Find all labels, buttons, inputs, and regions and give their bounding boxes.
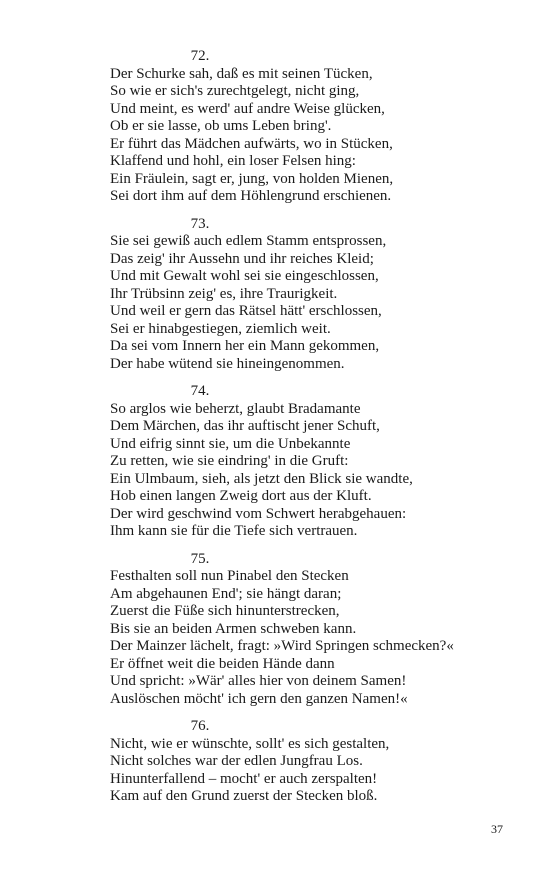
verse-line: Er öffnet weit die beiden Hände dann bbox=[110, 655, 335, 672]
verse-line: Das zeig' ihr Aussehn und ihr reiches Kleid; bbox=[110, 250, 374, 267]
verse-line: Ob er sie lasse, ob ums Leben bring'. bbox=[110, 118, 332, 134]
stanza-number: 73. bbox=[190, 215, 210, 232]
verse-line: Klaffend und hohl, ein loser Felsen hing: bbox=[110, 153, 356, 169]
verse-line: Ein Ulmbaum, sieh, als jetzt den Blick sie wandte, bbox=[110, 470, 413, 487]
page-number: 37 bbox=[491, 822, 503, 836]
verse-line: Er führt das Mädchen aufwärts, wo in Stücken, bbox=[110, 135, 393, 152]
verse-line: Sie sei gewiß auch edlem Stamm entsprossen, bbox=[110, 233, 387, 249]
verse-line: Und mit Gewalt wohl sei sie eingeschlossen, bbox=[110, 268, 379, 284]
verse-line: Sei dort ihm auf dem Höhlengrund erschienen. bbox=[110, 188, 392, 204]
verse-line: So wie er sich's zurechtgelegt, nicht ging, bbox=[110, 83, 360, 99]
verse-line: Nicht solches war der edlen Jungfrau Los. bbox=[110, 753, 363, 769]
stanza bbox=[110, 383, 510, 541]
verse-line: Kam auf den Grund zuerst der Stecken bloß. bbox=[110, 788, 378, 804]
verse-line: Da sei vom Innern her ein Mann gekommen, bbox=[110, 338, 380, 354]
verse-line: Sei er hinabgestiegen, ziemlich weit. bbox=[110, 320, 331, 337]
stanza bbox=[110, 718, 510, 806]
verse-line: Und weil er gern das Rätsel hätt' erschlossen, bbox=[110, 303, 382, 319]
verse-line: Nicht, wie er wünschte, sollt' es sich gestalten, bbox=[110, 735, 390, 752]
verse-line: Festhalten soll nun Pinabel den Stecken bbox=[110, 568, 349, 584]
stanza bbox=[110, 48, 510, 206]
stanza-number: 74. bbox=[190, 383, 210, 399]
verse-line: Hinunterfallend – mocht' er auch zerspalten! bbox=[110, 770, 378, 787]
verse-line: Und spricht: »Wär' alles hier von deinem Samen! bbox=[110, 673, 407, 689]
verse-line: Und meint, es werd' auf andre Weise glücken, bbox=[110, 100, 385, 117]
stanza-number: 75. bbox=[190, 550, 210, 567]
verse-line: Ihm kann sie für die Tiefe sich vertrauen. bbox=[110, 523, 358, 539]
verse-line: Zu retten, wie sie eindring' in die Gruft: bbox=[110, 453, 349, 469]
verse-line: Auslöschen möcht' ich gern den ganzen Namen!« bbox=[110, 690, 408, 707]
verse-line: Und eifrig sinnt sie, um die Unbekannte bbox=[110, 435, 351, 452]
poem-text bbox=[110, 48, 510, 816]
verse-line: Der Schurke sah, daß es mit seinen Tücken, bbox=[110, 65, 373, 82]
verse-line: So arglos wie beherzt, glaubt Bradamante bbox=[110, 400, 361, 417]
verse-line: Dem Märchen, das ihr auftischt jener Schuft, bbox=[110, 418, 380, 434]
stanza bbox=[110, 551, 510, 709]
verse-line: Ein Fräulein, sagt er, jung, von holden Mienen, bbox=[110, 170, 394, 187]
stanza bbox=[110, 216, 510, 374]
verse-line: Hob einen langen Zweig dort aus der Kluft. bbox=[110, 488, 372, 504]
verse-line: Der Mainzer lächelt, fragt: »Wird Springen schmecken?« bbox=[110, 638, 454, 654]
stanza-number: 76. bbox=[190, 718, 210, 734]
verse-line: Der habe wütend sie hineingenommen. bbox=[110, 355, 345, 372]
verse-line: Am abgehaunen End'; sie hängt daran; bbox=[110, 585, 342, 602]
verse-line: Der wird geschwind vom Schwert herabgehauen: bbox=[110, 505, 407, 522]
verse-line: Zuerst die Füße sich hinunterstrecken, bbox=[110, 603, 340, 619]
stanza-number: 72. bbox=[190, 48, 210, 64]
verse-line: Bis sie an beiden Armen schweben kann. bbox=[110, 620, 357, 637]
verse-line: Ihr Trübsinn zeig' es, ihre Traurigkeit. bbox=[110, 285, 338, 302]
